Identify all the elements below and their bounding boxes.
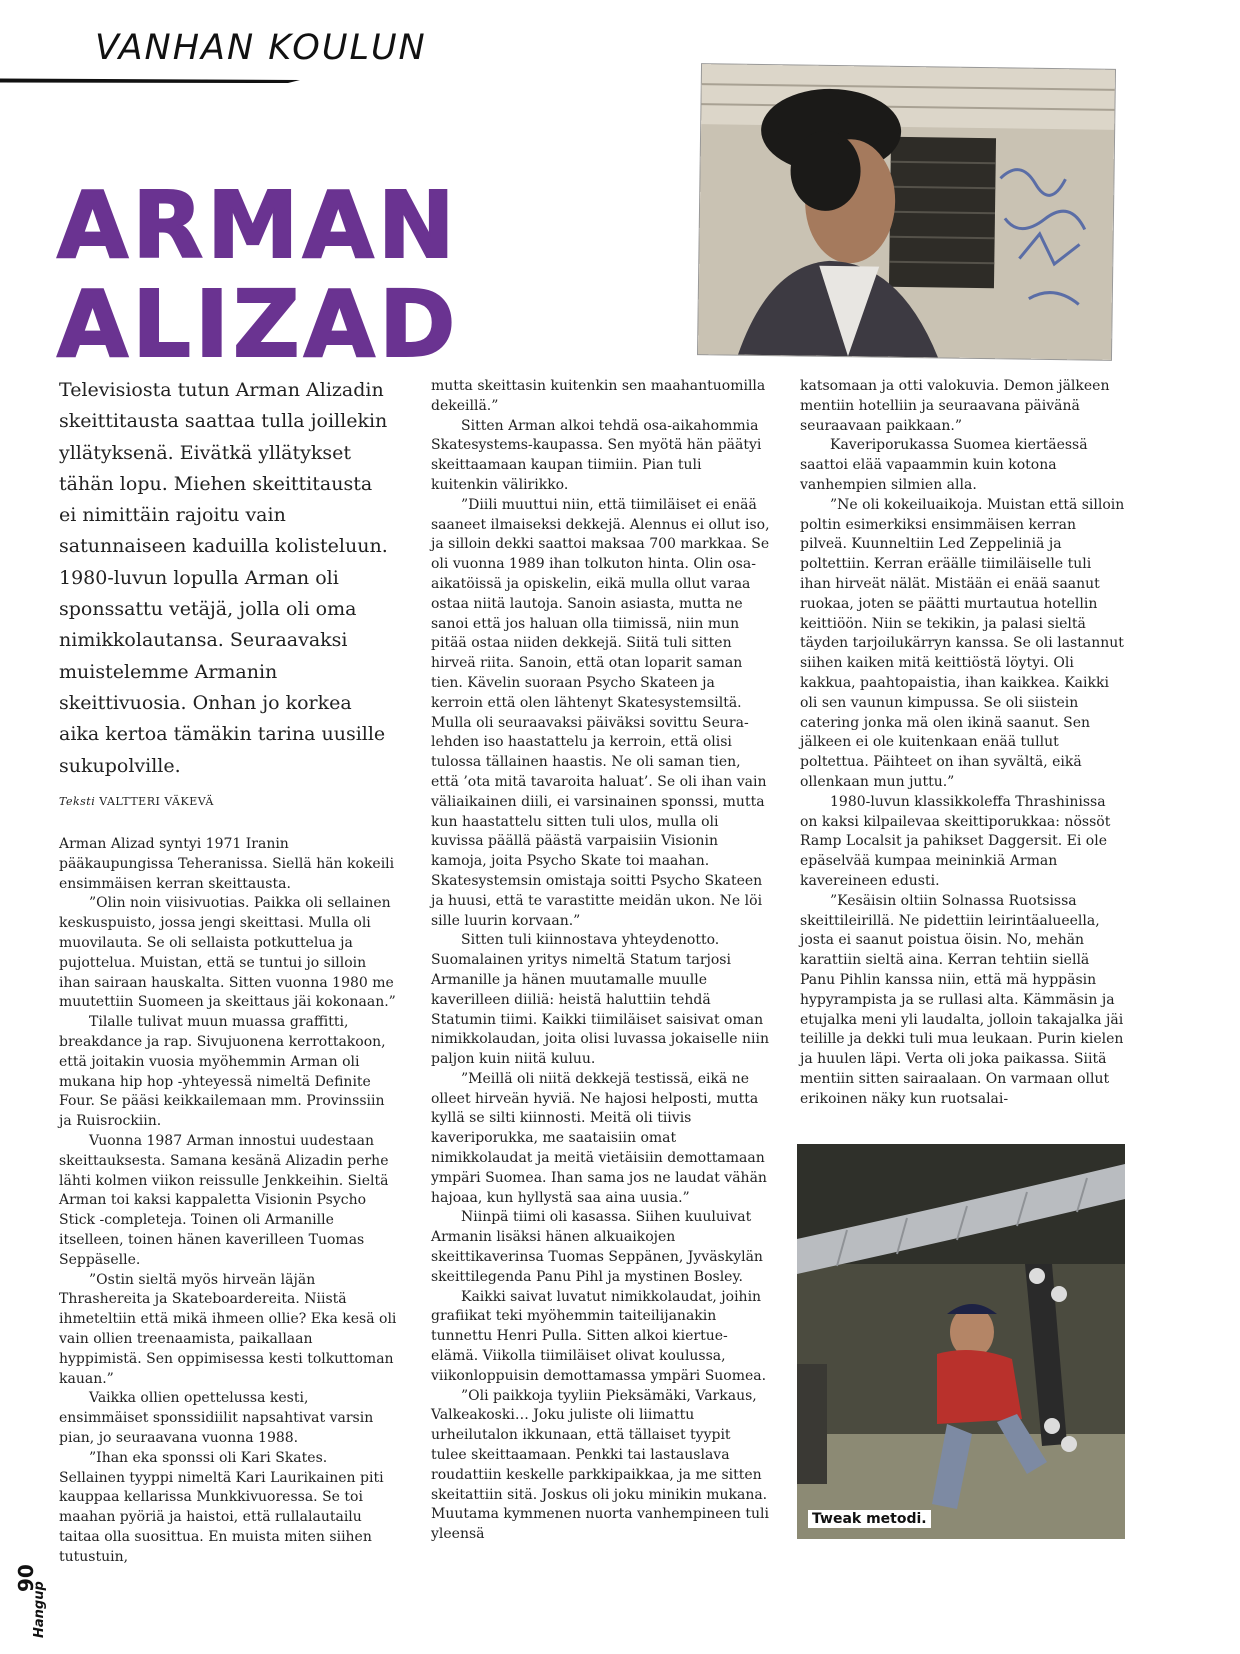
article-column-3 <box>800 377 1125 1109</box>
col2-paragraph: ”Meillä oli niitä dekkejä testissä, eikä ne olleet hirveän hyviä. Ne hajosi helposti, mutta kyllä se silti kiinnosti. Meitä oli tiivis kaveriporukka, me saataisiin omat nimikkolaudat ja meitä vietäisiin demottamaan ympäri Suomea. Ihan sama jos ne laudat vähän hajoaa, kun hyllystä saa aina uusia.” <box>431 1070 767 1206</box>
headline-line-1: ARMAN <box>57 172 459 279</box>
portrait-photo-icon <box>698 64 1115 360</box>
article-column-1 <box>59 835 397 1567</box>
col3-paragraph: 1980-luvun klassikkoleffa Thrashinissa on kaksi kilpailevaa skeittiporukkaa: nössöt Ramp Localsit ja pahikset Daggersit. Ei ole epäselvää kumpaa meininkiä Arman kavereineen edusti. <box>800 793 1111 889</box>
page-number: 90 <box>14 1564 38 1592</box>
col1-paragraph: Vaikka ollien opettelussa kesti, ensimmäiset sponssidiilit napsahtivat varsin pian, jo seuraavana vuonna 1988. <box>59 1390 374 1446</box>
skate-photo <box>797 1144 1125 1539</box>
byline-label: Teksti <box>59 795 96 808</box>
headline-line-2: ALIZAD <box>57 271 460 378</box>
col3-paragraph: ”Kesäisin oltiin Solnassa Ruotsissa skeittileirillä. Ne pidettiin leirintäalueella, josta ei saanut poistua öisin. No, mehän karattiin sieltä aina. Kerran tehtiin siellä Panu Pihlin kanssa niin, että mä hyppäsin hypyrampista ja se rullasi alta. Kämmäsin ja etujalka meni yli laudalta, jolloin takajalka jäi teilille ja dekki tuli mua leukaan. Purin kielen ja huulen läpi. Verta oli joka paikassa. Siitä mentiin sitten sairaalaan. On varmaan ollut erikoinen näky kun ruotsalai- <box>800 892 1124 1107</box>
col3-paragraph: katsomaan ja otti valokuvia. Demon jälkeen mentiin hotelliin ja seuraavana päivänä seuraavaan paikkaan.” <box>800 378 1110 434</box>
col1-paragraph: Tilalle tulivat muun muassa graffitti, breakdance ja rap. Sivujuonena kerrottakoon, että joitakin vuosia myöhemmin Arman oli mukana hip hop -yhteyessä nimeltä Definite Four. Se pääsi keikkailemaan mm. Provinssiin ja Ruisrockiin. <box>59 1014 386 1130</box>
skate-photo-icon <box>797 1144 1125 1539</box>
col1-paragraph: ”Ostin sieltä myös hirveän läjän Thrashereita ja Skateboardereita. Niistä ihmeteltiin että mikä ihmeen ollie? Eka kesä oli vain ollien treenaamista, paikallaan hyppimistä. Sen oppimisessa kesti tolkuttoman kauan.” <box>59 1271 397 1387</box>
col1-paragraph: Vuonna 1987 Arman innostui uudestaan skeittauksesta. Samana kesänä Alizadin perhe lähti kolmen viikon reissulle Jenkkeihin. Sieltä Arman toi kaksi kappaletta Visionin Psycho Stick -completeja. Toinen oli Armanille itselleen, toinen hänen kaverilleen Tuomas Seppäselle. <box>59 1132 389 1268</box>
col2-paragraph: Sitten tuli kiinnostava yhteydenotto. Suomalainen yritys nimeltä Statum tarjosi Armanille ja hänen muutamalle muulle kaverilleen diiliä: heistä haluttiin tehdä Statumin tiimi. Kaikki tiimiläiset saisivat oman nimikkolaudan, joita olisi luvassa jokaiselle niin paljon kuin niitä kuluu. <box>431 932 770 1068</box>
col3-paragraph: ”Ne oli kokeiluaikoja. Muistan että silloin poltin esimerkiksi ensimmäisen kerran pilveä. Kuunneltiin Led Zeppeliniä ja poltettiin. Kerran eräälle tiimiläiselle tuli ihan hirveät nälät. Mistään ei enää saanut ruokaa, joten se päätti murtautua hotellin keittiöön. Niin se tekikin, ja palasi sieltä täyden tarjoilukärryn kanssa. Se oli lastannut siihen kaiken mitä keittiöstä löytyi. Oli kakkua, paahtopaistia, ihan kaikkea. Kaikki oli sen vaunun kimpussa. Se oli siistein catering jonka mä olen ikinä saanut. Sen jälkeen ei ole kuitenkaan enää tullut poltettua. Päihteet on ihan syvältä, eikä ollenkaan mun juttu.” <box>800 496 1125 790</box>
col2-paragraph: ”Diili muuttui niin, että tiimiläiset ei enää saaneet ilmaiseksi dekkejä. Alennus ei ollut iso, ja silloin dekki saattoi maksaa 700 markkaa. Se oli vuonna 1989 ihan tolkuton hinta. Olin osa-aikatöissä ja opiskelin, eikä mulla ollut varaa ostaa niitä lautoja. Sanoin asiasta, mutta ne sanoi että jos haluan olla tiimissä, niin mun pitää ostaa niiden dekkejä. Siitä tuli sitten hirveä riita. Sanoin, että otan loparit saman tien. Kävelin suoraan Psycho Skateen ja kerroin että olen lähtenyt Skatesystemsiltä. Mulla oli seuraavaksi päiväksi sovittu Seura-lehden iso haastattelu ja kerroin, että olisi tulossa tällainen haastis. Ne oli saman tien, että ’ota mitä tavaroita haluat’. Se oli ihan vain väliaikainen diili, ei varsinainen sponssi, mutta kun haastattelu sitten tuli ulos, mulla oli kuvissa päällä päästä varpaisiin Visionin kamoja, joita Psycho Skate toi maahan. Skatesystemsin omistaja soitti Psycho Skateen ja huusi, että te varastitte meidän ukon. Ne löi sille luurin korvaan.” <box>431 496 770 929</box>
col1-paragraph: ”Ihan eka sponssi oli Kari Skates. Sellainen tyyppi nimeltä Kari Laurikainen piti kauppaa kellarissa Munkkivuoressa. Se toi maahan pyöriä ja haistoi, että rullalautailu taitaa olla suosittua. En muista miten siihen tutustuin, <box>59 1449 384 1565</box>
col3-paragraph: Kaveriporukassa Suomea kiertäessä saattoi elää vapaammin kuin kotona vanhempien silmien alla. <box>800 437 1088 493</box>
photo-caption: Tweak metodi. <box>808 1510 931 1528</box>
col2-paragraph: mutta skeittasin kuitenkin sen maahantuomilla dekeillä.” <box>431 378 766 414</box>
col2-paragraph: Niinpä tiimi oli kasassa. Siihen kuuluivat Armanin lisäksi hänen alkuaikojen skeittikaverinsa Tuomas Seppänen, Jyväskylän skeittilegenda Panu Pihl ja mystinen Bosley. <box>431 1209 763 1285</box>
col2-paragraph: ”Oli paikkoja tyyliin Pieksämäki, Varkaus, Valkeakoski… Joku juliste oli liimattu urheilutalon ikkunaan, että tällaiset tyypit tulee skeittaamaan. Penkki tai lastauslava roudattiin keskelle parkkipaikkaa, ja me sitten skeitattiin sitä. Joskus oli joku minikin mukana. Muutama kymmenen nuorta vanhempineen tuli yleensä <box>431 1387 769 1543</box>
col1-paragraph: ”Olin noin viisivuotias. Paikka oli sellainen keskuspuisto, jossa jengi skeittasi. Mulla oli muovilauta. Se oli sellaista potkuttelua ja pujottelua. Muistan, että se tuntui jo silloin ihan sairaan hauskalta. Sitten vuonna 1980 me muutettiin Suomeen ja skeittaus jäi kokonaan.” <box>59 895 396 1011</box>
section-kicker: VANHAN KOULUN <box>95 28 427 68</box>
kicker-rule <box>0 78 300 83</box>
headline <box>57 172 460 378</box>
page-folio <box>6 1564 66 1650</box>
portrait-photo <box>698 64 1115 360</box>
magazine-name: Hangup <box>32 1581 47 1638</box>
byline-author: VALTTERI VÄKEVÄ <box>99 795 214 808</box>
article-column-2 <box>431 377 770 1545</box>
byline <box>59 795 214 808</box>
col1-paragraph: Arman Alizad syntyi 1971 Iranin pääkaupungissa Teheranissa. Siellä hän kokeili ensimmäisen kerran skeittausta. <box>59 836 395 892</box>
col2-paragraph: Kaikki saivat luvatut nimikkolaudat, joihin grafiikat teki myöhemmin taiteilijanakin tunnettu Henri Pulla. Sitten alkoi kiertue-elämä. Viikolla tiimiläiset olivat koulussa, viikonloppuisin demottamassa ympäri Suomea. <box>431 1288 767 1384</box>
intro-paragraph: Televisiosta tutun Arman Alizadin skeittitausta saattaa tulla joillekin yllätyksenä. Eivätkä yllätykset tähän lopu. Miehen skeittitausta ei nimittäin rajoitu vain satunnaiseen kaduilla kolisteluun. 1980-luvun lopulla Arman oli sponssattu vetäjä, jolla oli oma nimikkolautansa. Seuraavaksi muistelemme Armanin skeittivuosia. Onhan jo korkea aika kertoa tämäkin tarina uusille sukupolville. <box>59 379 388 777</box>
col2-paragraph: Sitten Arman alkoi tehdä osa-aikahommia Skatesystems-kaupassa. Sen myötä hän päätyi skeittaamaan kaupan tiimiin. Pian tuli kuitenkin välirikko. <box>431 417 762 493</box>
